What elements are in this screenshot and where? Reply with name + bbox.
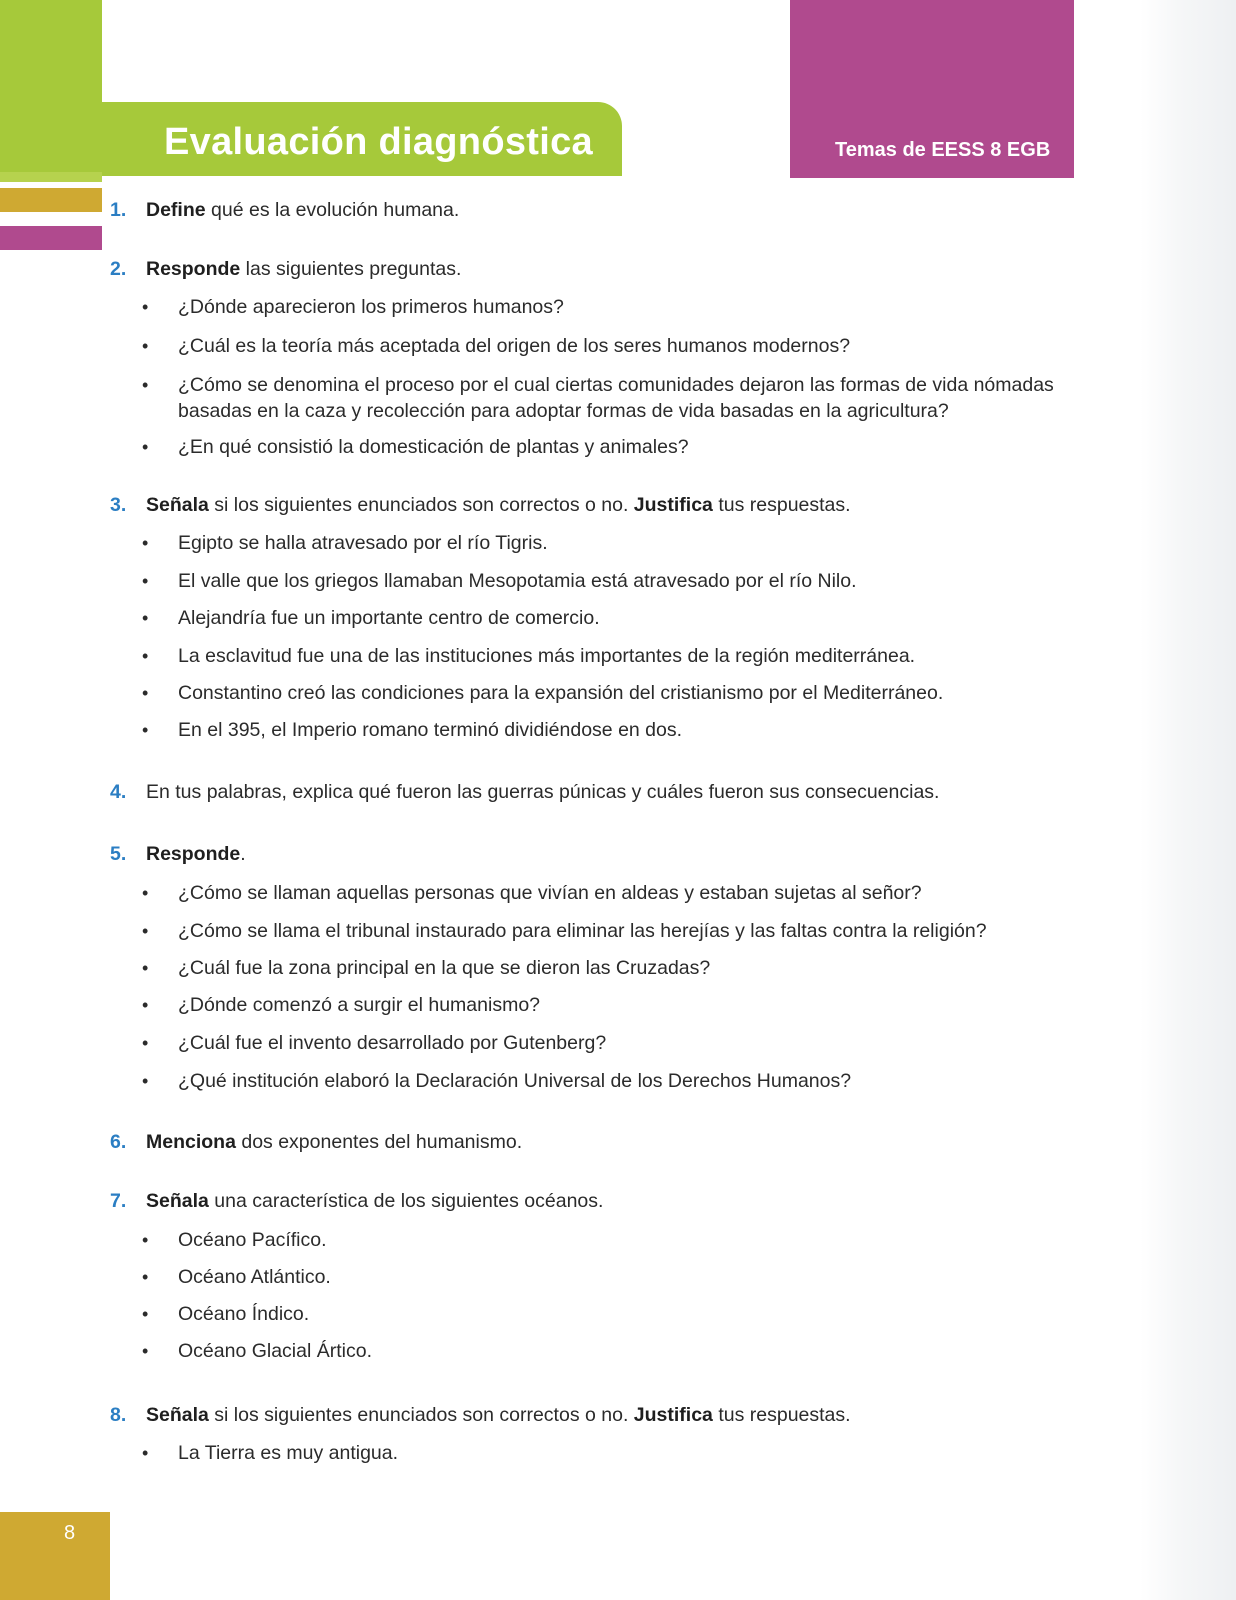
bullet-icon: • [142, 1443, 149, 1463]
list-item-text: ¿Dónde comenzó a surgir el humanismo? [178, 994, 541, 1016]
list-item-text: ¿Cuál fue la zona principal en la que se dieron las Cruzadas? [178, 957, 711, 979]
list-item [142, 1440, 1072, 1466]
bullet-icon: • [142, 1341, 149, 1361]
bullet-icon: • [142, 1304, 149, 1324]
list-item [142, 1264, 1072, 1290]
list-item [142, 530, 1072, 556]
list-item [142, 605, 1072, 631]
list-item [142, 1068, 1072, 1094]
list-item [142, 1030, 1072, 1056]
question-text-2: tus respuestas. [712, 494, 851, 516]
bullet-icon: • [142, 1230, 149, 1250]
question-number: 5. [110, 843, 127, 865]
list-item-text: ¿Cómo se llama el tribunal instaurado para eliminar las herejías y las faltas contra la religión? [178, 920, 987, 942]
bullet-icon: • [142, 437, 149, 457]
bullet-icon: • [142, 1033, 149, 1053]
question-verb: Menciona [146, 1131, 236, 1153]
question-4 [110, 779, 939, 806]
question-number: 1. [110, 199, 127, 221]
bullet-icon: • [142, 646, 149, 666]
question-text: En tus palabras, explica qué fueron las guerras púnicas y cuáles fueron sus consecuencias. [146, 781, 940, 803]
bullet-icon: • [142, 297, 149, 317]
list-item-text: Océano Índico. [178, 1303, 310, 1325]
list-item-text: Constantino creó las condiciones para la expansión del cristianismo por el Mediterráneo. [178, 682, 944, 704]
list-item-text: ¿Cómo se llaman aquellas personas que vivían en aldeas y estaban sujetas al señor? [178, 882, 922, 904]
question-2 [110, 256, 461, 283]
list-item-text: ¿En qué consistió la domesticación de plantas y animales? [178, 436, 689, 458]
page-title: Evaluación diagnóstica [164, 121, 593, 163]
list-item [142, 1338, 1072, 1364]
question-verb: Define [146, 199, 206, 221]
question-verb: Señala [146, 494, 209, 516]
question-verb: Responde [146, 258, 241, 280]
list-item [142, 918, 1072, 944]
list-item-text: Océano Atlántico. [178, 1266, 331, 1288]
question-text: si los siguientes enunciados son correctos o no. [208, 494, 634, 516]
list-item [142, 643, 1072, 669]
question-number: 8. [110, 1404, 127, 1426]
list-item [142, 1227, 1072, 1253]
question-verb: Responde [146, 843, 241, 865]
question-text: dos exponentes del humanismo. [235, 1131, 523, 1153]
list-item-text: ¿Cuál fue el invento desarrollado por Gutenberg? [178, 1032, 607, 1054]
bullet-icon: • [142, 683, 149, 703]
page-edge-shadow [1140, 0, 1236, 1600]
gold-accent-bar [0, 188, 102, 212]
list-item-text: ¿Cómo se denomina el proceso por el cual ciertas comunidades dejaron las formas de vida nómadas basadas en la caza y recolección para adoptar formas de vida basadas en la agricultura? [178, 374, 1054, 422]
question-text: si los siguientes enunciados son correctos o no. [208, 1404, 634, 1426]
list-item-text: Océano Glacial Ártico. [178, 1340, 373, 1362]
list-item-text: Océano Pacífico. [178, 1229, 327, 1251]
bullet-icon: • [142, 336, 149, 356]
topic-tag: Temas de EESS 8 EGB [835, 139, 1051, 161]
bullet-icon: • [142, 720, 149, 740]
list-item-text: En el 395, el Imperio romano terminó dividiéndose en dos. [178, 719, 683, 741]
bullet-icon: • [142, 571, 149, 591]
list-item [142, 880, 1072, 906]
left-green-strip [0, 0, 102, 172]
question-1 [110, 197, 459, 224]
list-item-text: La Tierra es muy antigua. [178, 1442, 399, 1464]
bullet-icon: • [142, 995, 149, 1015]
question-verb: Señala [146, 1190, 209, 1212]
list-item [142, 333, 1072, 359]
list-item-text: ¿Cuál es la teoría más aceptada del origen de los seres humanos modernos? [178, 335, 851, 357]
question-number: 2. [110, 258, 127, 280]
question-6 [110, 1129, 522, 1156]
list-item-text: ¿Qué institución elaboró la Declaración Universal de los Derechos Humanos? [178, 1070, 852, 1092]
bullet-icon: • [142, 1071, 149, 1091]
question-text-2: tus respuestas. [712, 1404, 851, 1426]
bullet-icon: • [142, 375, 149, 395]
question-number: 7. [110, 1190, 127, 1212]
question-text: una característica de los siguientes océanos. [208, 1190, 604, 1212]
list-item-text: La esclavitud fue una de las instituciones más importantes de la región mediterránea. [178, 645, 916, 667]
question-number: 6. [110, 1131, 127, 1153]
question-8 [110, 1402, 851, 1429]
question-verb: Señala [146, 1404, 209, 1426]
question-number: 4. [110, 781, 127, 803]
question-verb-2: Justifica [633, 494, 713, 516]
question-number: 3. [110, 494, 127, 516]
left-green-strip-lower [0, 172, 102, 182]
page-number-box [0, 1512, 110, 1600]
bullet-icon: • [142, 608, 149, 628]
question-verb-2: Justifica [633, 1404, 713, 1426]
question-text: . [240, 843, 246, 865]
question-text: las siguientes preguntas. [240, 258, 462, 280]
question-7 [110, 1188, 603, 1215]
question-3 [110, 492, 851, 519]
list-item-text: El valle que los griegos llamaban Mesopotamia está atravesado por el río Nilo. [178, 570, 857, 592]
list-item [142, 680, 1072, 706]
bullet-icon: • [142, 883, 149, 903]
bullet-icon: • [142, 958, 149, 978]
page-number: 8 [64, 1522, 76, 1544]
list-item-text: Alejandría fue un importante centro de comercio. [178, 607, 600, 629]
list-item [142, 1301, 1072, 1327]
list-item-text: ¿Dónde aparecieron los primeros humanos? [178, 296, 564, 318]
list-item [142, 434, 1072, 460]
list-item-text: Egipto se halla atravesado por el río Tigris. [178, 532, 548, 554]
bullet-icon: • [142, 533, 149, 553]
magenta-accent-bar [0, 226, 102, 250]
list-item [142, 717, 1072, 743]
question-text: qué es la evolución humana. [205, 199, 460, 221]
question-5 [110, 841, 246, 868]
list-item [142, 992, 1072, 1018]
list-item [142, 372, 1072, 424]
list-item [142, 568, 1072, 594]
list-item [142, 955, 1072, 981]
list-item [142, 294, 1072, 320]
bullet-icon: • [142, 921, 149, 941]
bullet-icon: • [142, 1267, 149, 1287]
